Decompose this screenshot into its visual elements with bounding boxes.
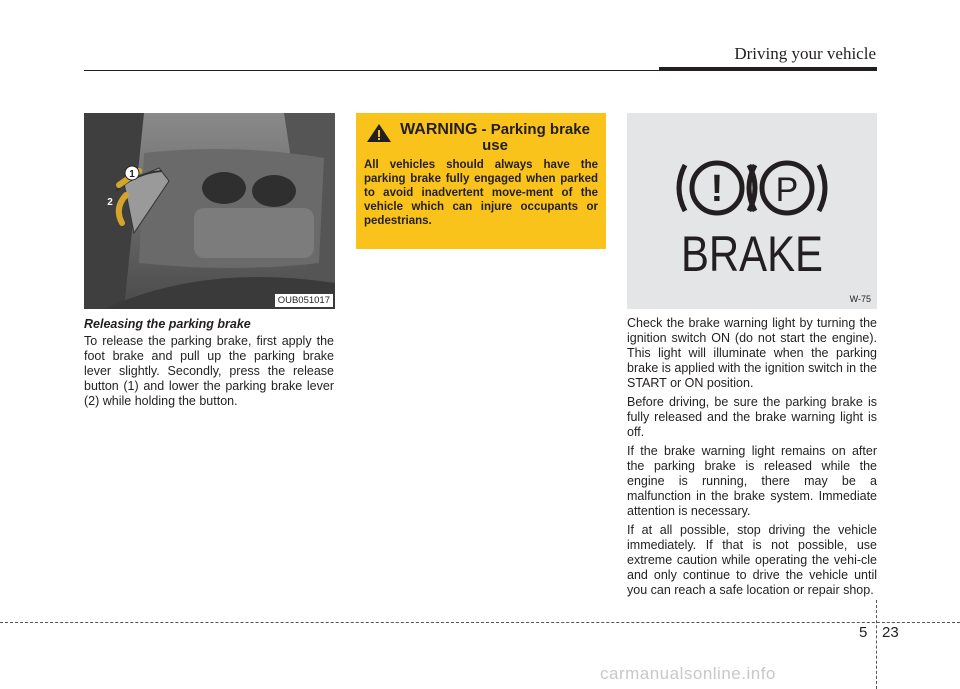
callout-2: 2 — [107, 197, 113, 208]
footer-rule — [0, 622, 960, 623]
header-rule — [84, 70, 659, 71]
warning-subject: - Parking brake use — [477, 121, 590, 154]
callout-1: 1 — [129, 169, 135, 180]
footer-divider — [876, 600, 877, 689]
header-rule-thick — [659, 67, 877, 71]
chapter-number: 5 — [859, 624, 868, 641]
warning-word: WARNING — [400, 121, 478, 138]
exclamation-symbol: ! — [710, 168, 724, 210]
paragraph: Check the brake warning light by turning the ignition switch ON (do not start the engine). This light will illuminate when the parking brake is applied with the ignition switch in the START or ON position. — [627, 316, 877, 390]
image-code: OUB051017 — [275, 294, 333, 307]
brake-indicator-icon — [627, 113, 877, 309]
page-number: 23 — [882, 624, 899, 641]
warning-box — [356, 113, 606, 249]
p-symbol: P — [775, 171, 799, 209]
warning-body: All vehicles should always have the parking brake fully engaged when parked to avoid inadvertent move-ment of the vehicle which can injure occupants or pedestrians. — [364, 159, 598, 227]
image-code: W-75 — [849, 294, 871, 304]
warning-title — [400, 122, 590, 154]
brake-warning-light-image — [627, 113, 877, 309]
section-title: Driving your vehicle — [734, 44, 876, 63]
warning-triangle-icon — [366, 123, 392, 143]
right-column-text — [627, 316, 877, 602]
paragraph: Before driving, be sure the parking brake is fully released and the brake warning light is off. — [627, 395, 877, 439]
paragraph: If at all possible, stop driving the vehicle immediately. If that is not possible, use extreme caution while operating the vehi-cle and only continue to drive the vehicle until you can reach a safe location or repair shop. — [627, 523, 877, 597]
left-paragraph: To release the parking brake, first apply the foot brake and pull up the parking brake lever slightly. Secondly, press the release button (1) and lower the parking brake lever (2) while holding the button. — [84, 334, 334, 408]
caption: Releasing the parking brake — [84, 317, 251, 331]
paragraph: If the brake warning light remains on after the parking brake is released while the engine is running, there may be a malfunction in the brake system. Immediate attention is necessary. — [627, 444, 877, 518]
parking-brake-photo — [84, 113, 335, 309]
watermark[interactable]: carmanualsonline.info — [600, 664, 776, 683]
console-illustration — [84, 113, 335, 309]
brake-label: BRAKE — [681, 226, 823, 282]
